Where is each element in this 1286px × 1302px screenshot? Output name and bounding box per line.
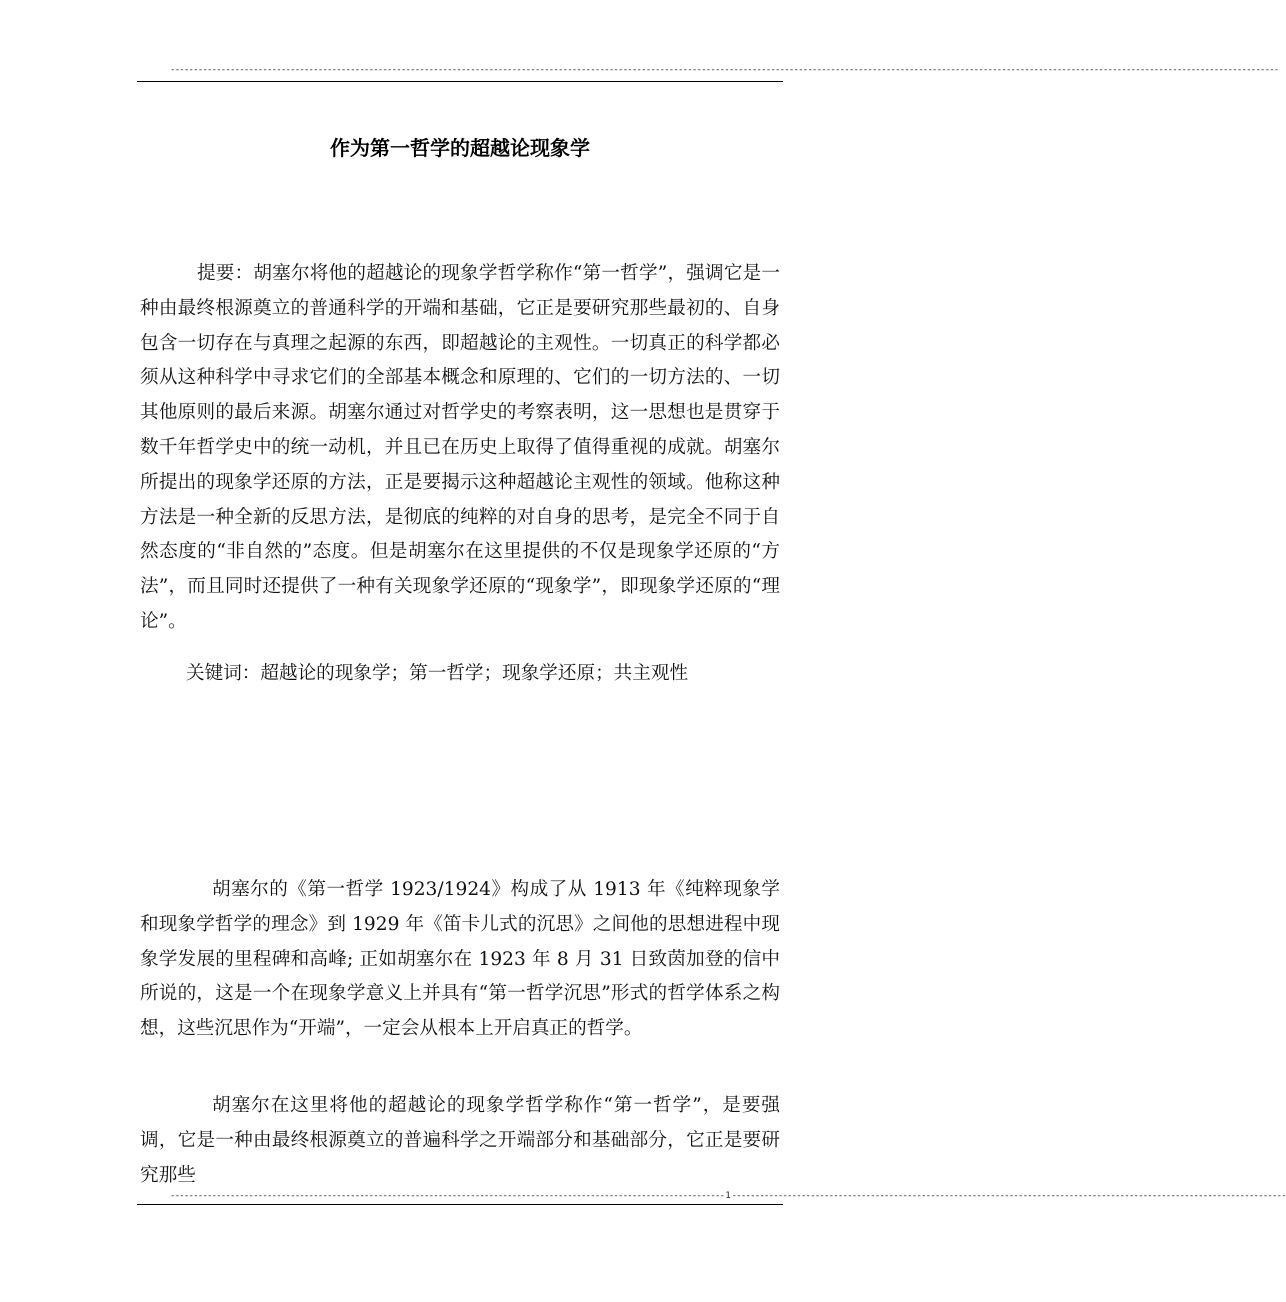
header-dashed-line: ------------------------------------------------------------------------------------------------------------------------------------------------------------------------------------------------------------------------------------------------ — [170, 65, 1279, 75]
abstract-paragraph: 提要：胡塞尔将他的超越论的现象学哲学称作“第一哲学”，强调它是一种由最终根源奠立的普通科学的开端和基础，它正是要研究那些最初的、自身包含一切存在与真理之起源的东西，即超越论的主观性。一切真正的科学都必须从这种科学中寻求它们的全部基本概念和原理的、它们的一切方法的、一切其他原则的最后来源。胡塞尔通过对哲学史的考察表明，这一思想也是贯穿于数千年哲学史中的统一动机，并且已在历史上取得了值得重视的成就。胡塞尔所提出的现象学还原的方法，正是要揭示这种超越论主观性的领域。他称这种方法是一种全新的反思方法，是彻底的纯粹的对自身的思考，是完全不同于自然态度的“非自然的”态度。但是胡塞尔在这里提供的不仅是现象学还原的“方法”，而且同时还提供了一种有关现象学还原的“现象学”，即现象学还原的“理论”。 — [140, 263, 780, 632]
footer-rule — [137, 1204, 783, 1205]
footer-dashed-line — [170, 1190, 1286, 1202]
footer-dashes-left: ------------------------------------------------------------------------------------------------------------------------ — [170, 1191, 725, 1201]
body-paragraph-2: 胡塞尔在这里将他的超越论的现象学哲学称作“第一哲学”，是要强调，它是一种由最终根源奠立的普遍科学之开端部分和基础部分，它正是要研究那些 — [140, 1095, 780, 1186]
footer-dashes-right: ------------------------------------------------------------------------------------------------------------------------ — [731, 1191, 1286, 1201]
keywords-line: 关键词：超越论的现象学；第一哲学；现象学还原；共主观性 — [186, 663, 689, 684]
header-rule — [137, 81, 783, 82]
document-title: 作为第一哲学的超越论现象学 — [330, 136, 590, 160]
body-paragraph-1: 胡塞尔的《第一哲学 1923/1924》构成了从 1913 年《纯粹现象学和现象学哲学的理念》到 1929 年《笛卡儿式的沉思》之间他的思想进程中现象学发展的里程碑和高峰; 正如胡塞尔在 1923 年 8 月 31 日致茵加登的信中所说的，这是一个在现象学意义上并具有“第一哲学沉思”形式的哲学体系之构想，这些沉思作为“开端”，一定会从根本上开启真正的哲学。 — [140, 879, 780, 1040]
page-number: 1 — [725, 1191, 731, 1201]
